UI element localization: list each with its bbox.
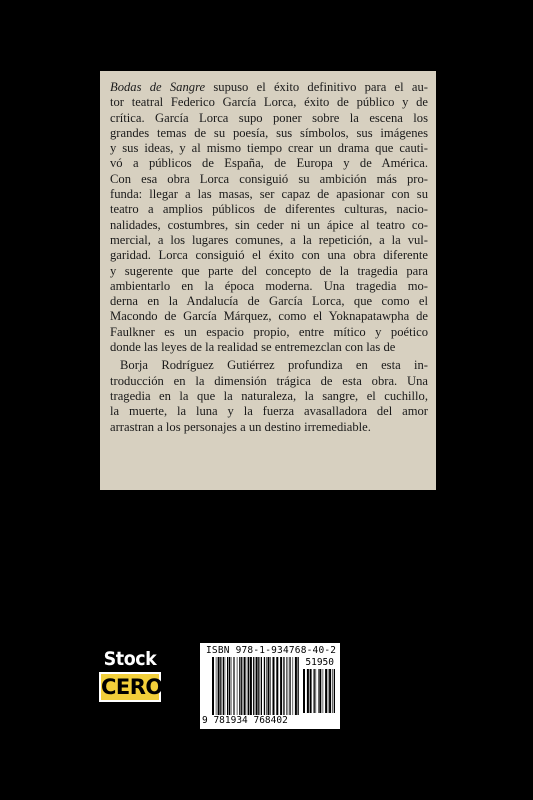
barcode-bar bbox=[298, 657, 299, 715]
barcode-bar bbox=[270, 657, 271, 715]
barcode-bar bbox=[266, 657, 267, 715]
barcode-bar bbox=[248, 657, 249, 715]
barcode-bar bbox=[280, 657, 282, 715]
barcode-bar bbox=[332, 669, 333, 713]
barcode-bar bbox=[328, 669, 329, 713]
barcode-bar bbox=[256, 657, 258, 715]
price-code: 51950 bbox=[305, 657, 334, 668]
barcode-bar bbox=[283, 657, 284, 715]
barcode-bar bbox=[318, 669, 319, 713]
barcode-bar bbox=[261, 657, 262, 715]
blurb-line: teatro a amplios públicos de diferentes culturas, nacio- bbox=[110, 202, 428, 217]
blurb-line: Bodas de Sangre supuso el éxito definitivo para el au- bbox=[110, 80, 428, 94]
barcode-bar bbox=[237, 657, 238, 715]
barcode-bar bbox=[244, 657, 246, 715]
barcode-bar bbox=[334, 669, 335, 713]
barcode-bar bbox=[286, 657, 287, 715]
barcode-digits: 9 781934 768402 bbox=[202, 715, 288, 726]
blurb-line: garidad. Lorca consiguió el éxito con una obra diferente bbox=[110, 248, 428, 263]
barcode-addon-bars bbox=[303, 669, 335, 713]
barcode-bar bbox=[307, 669, 309, 713]
barcode-bar bbox=[220, 657, 221, 715]
back-cover-blurb bbox=[100, 71, 436, 490]
barcode-bar bbox=[319, 669, 321, 713]
logo-cero-text: CERO bbox=[99, 672, 161, 702]
barcode-bar bbox=[288, 657, 289, 715]
book-title: Bodas de Sangre bbox=[110, 80, 206, 94]
blurb-paragraph-1 bbox=[110, 80, 428, 355]
isbn-barcode bbox=[200, 643, 340, 729]
barcode-bar bbox=[234, 657, 235, 715]
blurb-line: Con esa obra Lorca consiguió su ambición más pro- bbox=[110, 171, 428, 186]
blurb-line: grandes temas de su poesía, sus símbolos, sus imágenes bbox=[110, 125, 428, 140]
blurb-line: Borja Rodríguez Gutiérrez profundiza en esta in- bbox=[120, 358, 428, 373]
blurb-line: Macondo de García Márquez, como el Yoknapatawpha de bbox=[110, 309, 428, 324]
blurb-line: tor teatral Federico García Lorca, éxito de público y de bbox=[110, 95, 428, 110]
barcode-bar bbox=[233, 657, 234, 715]
blurb-line: la muerte, la luna y la fuerza avasalladora del amor bbox=[110, 404, 428, 419]
blurb-line: Faulkner es un espacio propio, entre mítico y poético bbox=[110, 324, 428, 339]
blurb-line: derna en la Andalucía de García Lorca, que como el bbox=[110, 294, 428, 309]
barcode-bar bbox=[225, 657, 226, 715]
barcode-bar bbox=[295, 657, 297, 715]
barcode-bar bbox=[314, 669, 315, 713]
barcode-bar bbox=[310, 669, 312, 713]
blurb-line: donde las leyes de la realidad se entremezclan con las de bbox=[110, 340, 396, 355]
blurb-line: funda: llegar a las masas, ser capaz de apasionar con su bbox=[110, 187, 428, 202]
blurb-paragraph-2 bbox=[110, 358, 428, 434]
barcode-bar bbox=[329, 669, 331, 713]
logo-stock-text: Stock bbox=[103, 648, 157, 670]
blurb-line: troducción en la dimensión trágica de esta obra. Una bbox=[110, 373, 428, 388]
blurb-line: y sugerente que parte del concepto de la tragedia para bbox=[110, 263, 428, 278]
publisher-logo bbox=[94, 648, 166, 706]
barcode-bar bbox=[250, 657, 252, 715]
blurb-line: vó a públicos de España, de Europa y de América. bbox=[110, 156, 428, 171]
blurb-line: nalidades, costumbres, sin ceder ni un ápice al teatro co- bbox=[110, 217, 428, 232]
barcode-bar bbox=[253, 657, 254, 715]
barcode-bar bbox=[325, 669, 327, 713]
blurb-line-1-rest: supuso el éxito definitivo para el bbox=[205, 80, 404, 94]
barcode-bar bbox=[241, 657, 242, 715]
barcode-bar bbox=[323, 669, 324, 713]
barcode-bar bbox=[212, 657, 214, 715]
blurb-line: crítica. García Lorca supo poner sobre la escena los bbox=[110, 110, 428, 125]
barcode-bar bbox=[231, 657, 232, 715]
barcode-bar bbox=[218, 657, 220, 715]
barcode-bar bbox=[258, 657, 259, 715]
barcode-bar bbox=[229, 657, 230, 715]
barcode-bar bbox=[216, 657, 217, 715]
barcode-bar bbox=[264, 657, 265, 715]
barcode-bar bbox=[276, 657, 278, 715]
barcode-bar bbox=[303, 669, 305, 713]
barcode-bar bbox=[273, 657, 275, 715]
blurb-line: y sus ideas, y al mismo tiempo crear un drama que cauti- bbox=[110, 141, 428, 156]
barcode-main-bars bbox=[212, 657, 299, 715]
barcode-bar bbox=[289, 657, 290, 715]
barcode-bar bbox=[293, 657, 294, 715]
barcode-bar bbox=[247, 657, 248, 715]
blurb-line: ambientarlo en la época moderna. Una tragedia mo- bbox=[110, 278, 428, 293]
barcode-bar bbox=[268, 657, 270, 715]
blurb-line: mercial, a los lugares comunes, a la repetición, a la vul- bbox=[110, 232, 428, 247]
barcode-bar bbox=[316, 669, 317, 713]
barcode-bar bbox=[223, 657, 224, 715]
blurb-line: tragedia en la que la naturaleza, la sangre, el cuchillo, bbox=[110, 388, 428, 403]
isbn-label: ISBN 978-1-934768-40-2 bbox=[206, 645, 337, 656]
barcode-bar bbox=[227, 657, 228, 715]
blurb-line: arrastran a los personajes a un destino irremediable. bbox=[110, 419, 371, 434]
barcode-bar bbox=[239, 657, 240, 715]
